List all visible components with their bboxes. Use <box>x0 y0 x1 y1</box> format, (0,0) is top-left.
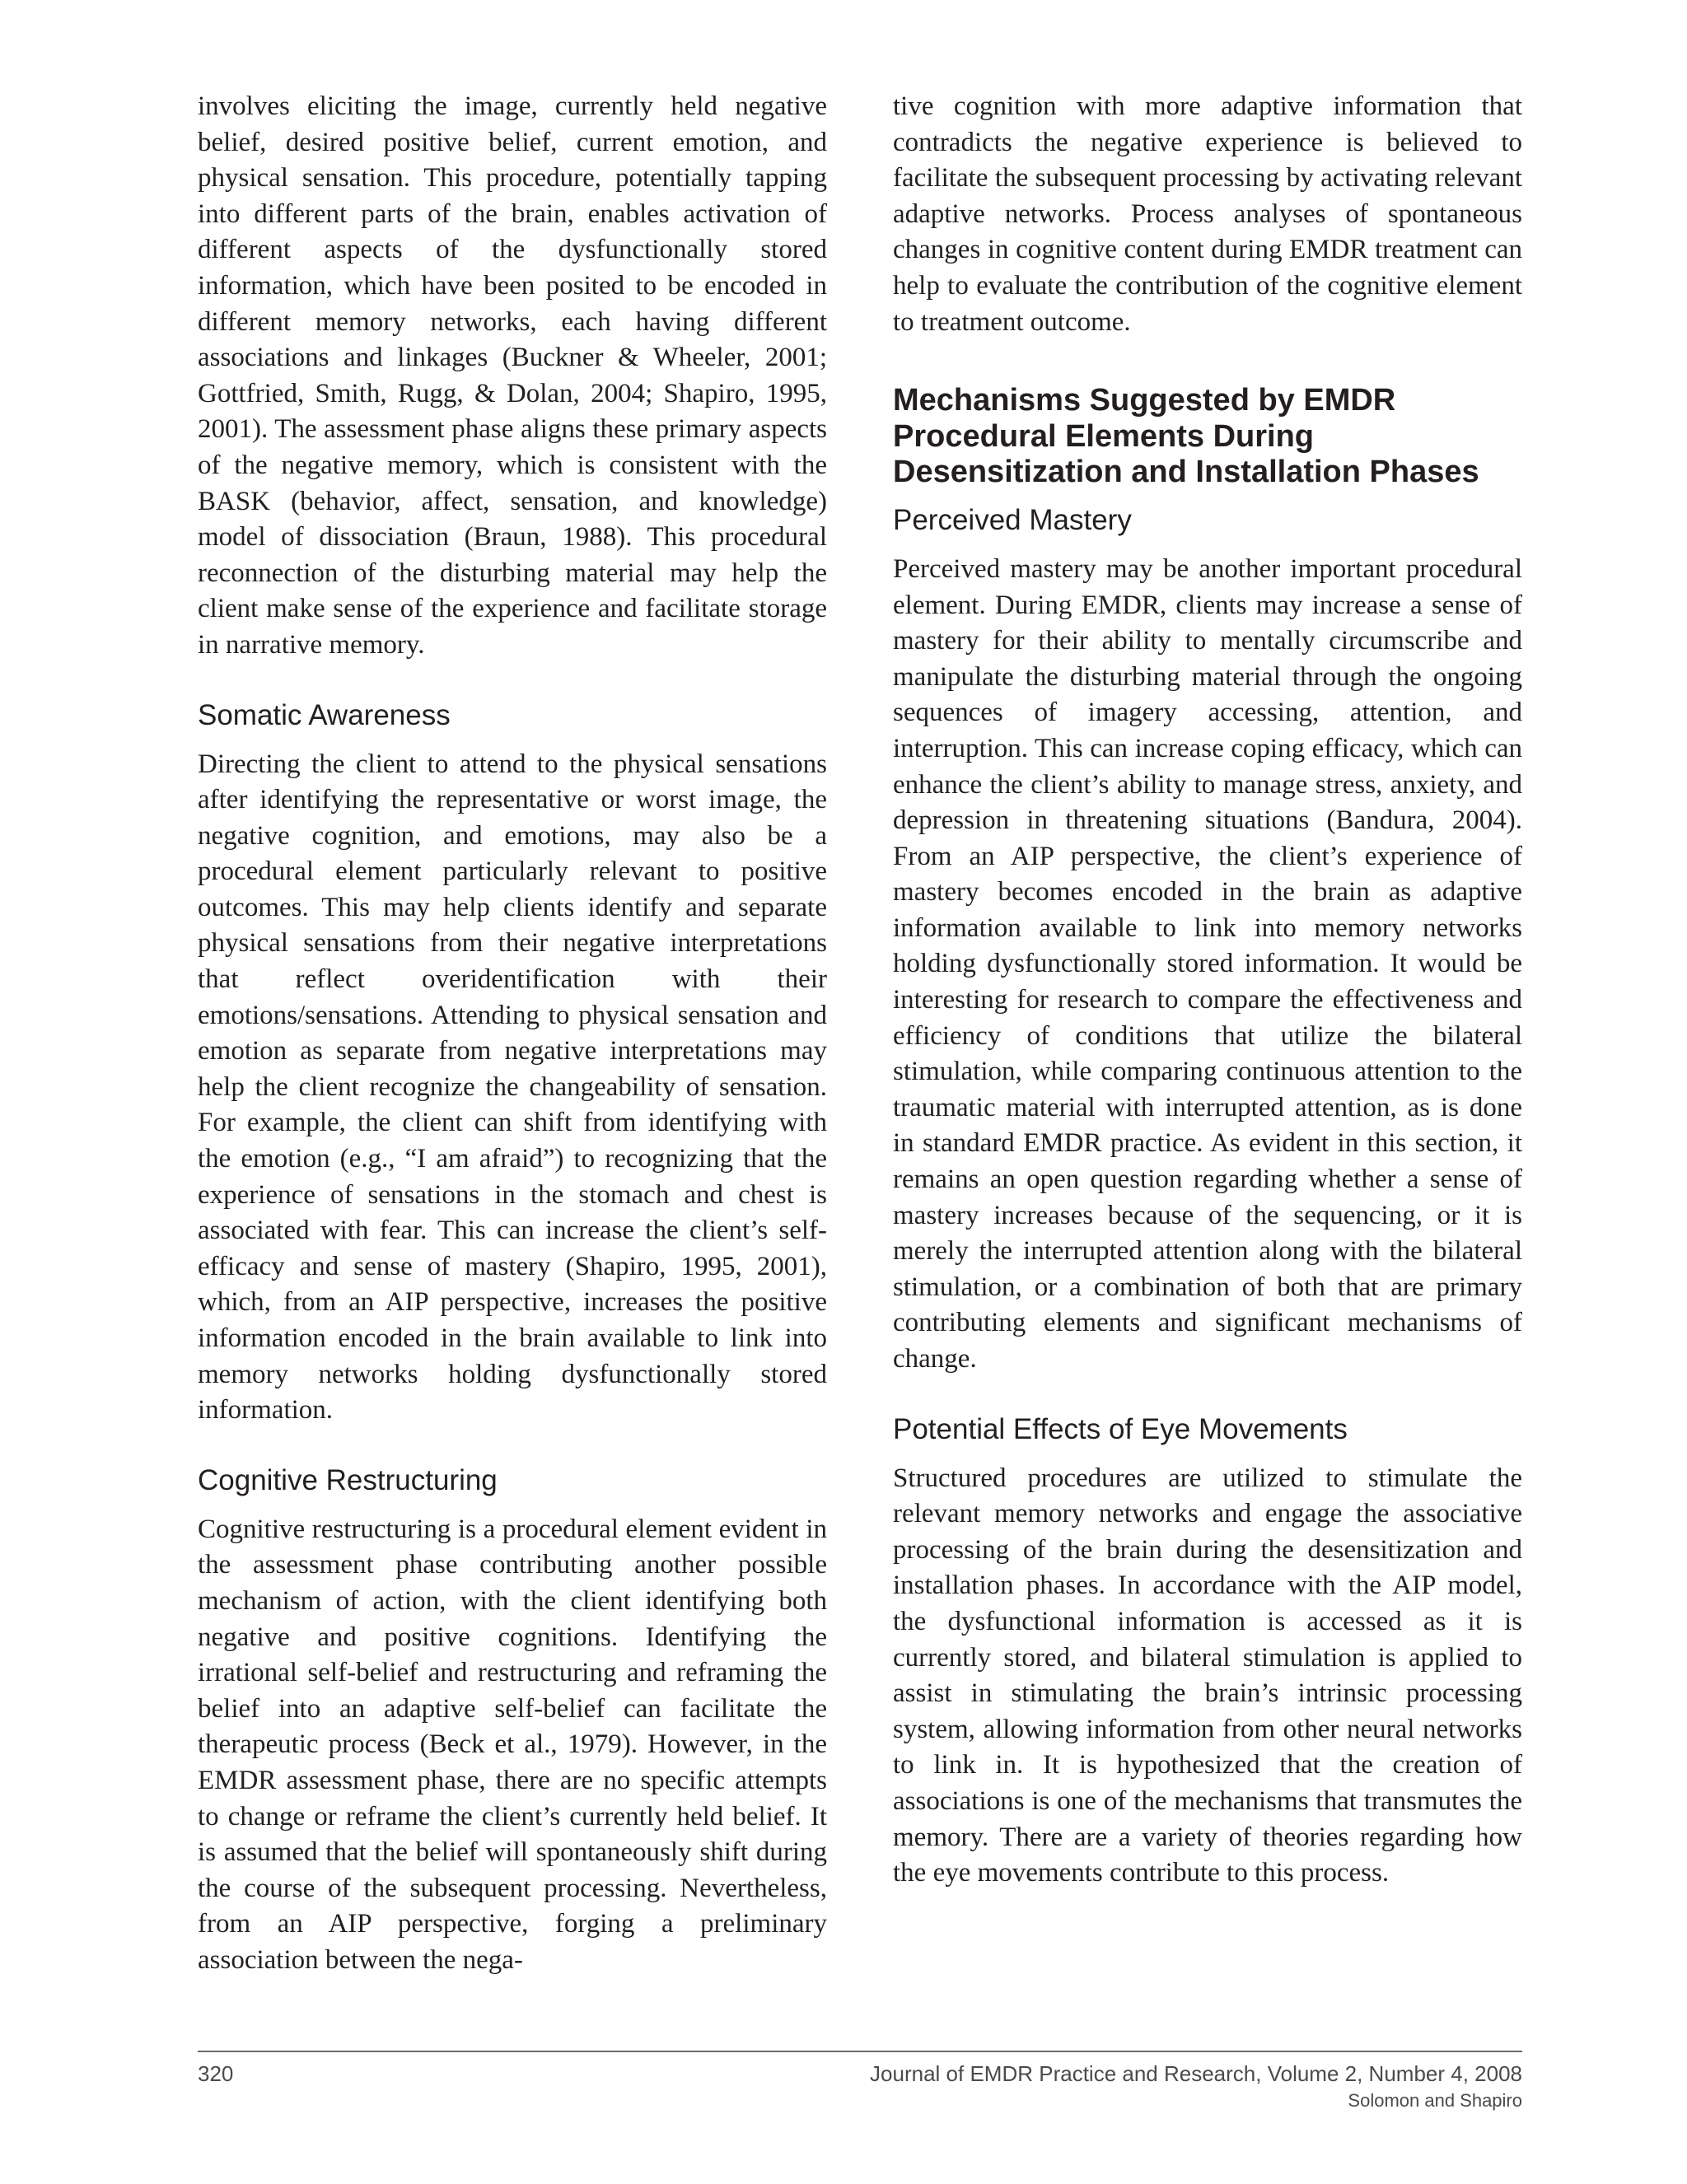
cognitive-restructuring-paragraph: Cognitive restructuring is a procedural element evident in the assessment phase contributing another possible mechanism of action, with the client identifying both negative and positive cognitions. Identifying the irrational self-belief and restructuring and reframing the belief into an adaptive self-belief can facilitate the therapeutic process (Beck et al., 1979). However, in the EMDR assessment phase, there are no specific attempts to change or reframe the client’s currently held belief. It is assumed that the belief will spontaneously shift during the course of the subsequent processing. Nevertheless, from an AIP perspective, forging a preliminary association between the nega- <box>198 1514 827 1975</box>
perceived-mastery-heading: Perceived Mastery <box>893 503 1132 536</box>
eye-movements-paragraph: Structured procedures are utilized to stimulate the relevant memory networks and engage the associative processing of the brain during the desensitization and installation phases. In accordance with the AIP model, the dysfunctional information is accessed as it is currently stored, and bilateral stimulation is applied to assist in stimulating the brain’s intrinsic processing system, allowing information from other neural networks to link in. It is hypothesized that the creation of associations is one of the mechanisms that transmutes the memory. There are a variety of theories regarding how the eye movements contribute to this process. <box>893 1463 1522 1888</box>
left-column <box>198 89 827 1979</box>
perceived-mastery-paragraph: Perceived mastery may be another important procedural element. During EMDR, clients may increase a sense of mastery for their ability to mentally circumscribe and manipulate the disturbing material through the ongoing sequences of imagery accessing, attention, and interruption. This can increase coping efficacy, which can enhance the client’s ability to manage stress, anxiety, and depression in threatening situations (Bandura, 2004). From an AIP perspective, the client’s experience of mastery becomes encoded in the brain as adaptive information available to link into memory networks holding dysfunctionally stored information. It would be interesting for research to compare the effectiveness and efficiency of conditions that utilize the bilateral stimulation, while comparing continuous attention to the traumatic material with interrupted attention, as is done in standard EMDR practice. As evident in this section, it remains an open question regarding whether a sense of mastery increases because of the sequencing, or it is merely the interrupted attention along with the bilateral stimulation, or a combination of both that are primary contributing elements and significant mechanisms of change. <box>893 553 1522 1374</box>
somatic-awareness-heading: Somatic Awareness <box>198 698 451 731</box>
running-authors: Solomon and Shapiro <box>1348 2090 1522 2111</box>
page-number: 320 <box>198 2061 234 2086</box>
intro-paragraph: involves eliciting the image, currently held negative belief, desired positive belief, current emotion, and physical sensation. This procedure, potentially tapping into different parts of the brain, enables activation of different aspects of the dysfunctionally stored information, which have been posited to be encoded in different memory networks, each having different associations and linkages (Buckner & Wheeler, 2001; Gottfried, Smith, Rugg, & Dolan, 2004; Shapiro, 1995, 2001). The assessment phase aligns these primary aspects of the negative memory, which is consistent with the BASK (behavior, affect, sensation, and knowledge) model of dissociation (Braun, 1988). This procedural reconnection of the disturbing material may help the client make sense of the experience and facilitate storage in narrative memory. <box>198 91 827 660</box>
eye-movements-heading: Potential Effects of Eye Movements <box>893 1412 1348 1445</box>
mechanisms-heading: Mechanisms Suggested by EMDR Procedural Elements During Desensitization and Installation Phases <box>893 383 1479 490</box>
right-column <box>893 89 1522 1892</box>
somatic-awareness-paragraph: Directing the client to attend to the physical sensations after identifying the representative or worst image, the negative cognition, and emotions, may also be a procedural element particularly relevant to positive outcomes. This may help clients identify and separate physical sensations from their negative interpretations that reflect overidentification with their emotions/sensations. Attending to physical sensation and emotion as separate from negative interpretations may help the client recognize the changeability of sensation. For example, the client can shift from identifying with the emotion (e.g., “I am afraid”) to recognizing that the experience of sensations in the stomach and chest is associated with fear. This can increase the client’s self-efficacy and sense of mastery (Shapiro, 1995, 2001), which, from an AIP perspective, increases the positive information encoded in the brain available to link into memory networks holding dysfunctionally stored information. <box>198 749 827 1426</box>
continued-paragraph: tive cognition with more adaptive information that contradicts the negative experience is believed to facilitate the subsequent processing by activating relevant adaptive networks. Process analyses of spontaneous changes in cognitive content during EMDR treatment can help to evaluate the contribution of the cognitive element to treatment outcome. <box>893 91 1522 337</box>
cognitive-restructuring-heading: Cognitive Restructuring <box>198 1463 498 1496</box>
footer-rule <box>198 2051 1522 2052</box>
journal-citation: Journal of EMDR Practice and Research, Volume 2, Number 4, 2008 <box>870 2061 1522 2086</box>
